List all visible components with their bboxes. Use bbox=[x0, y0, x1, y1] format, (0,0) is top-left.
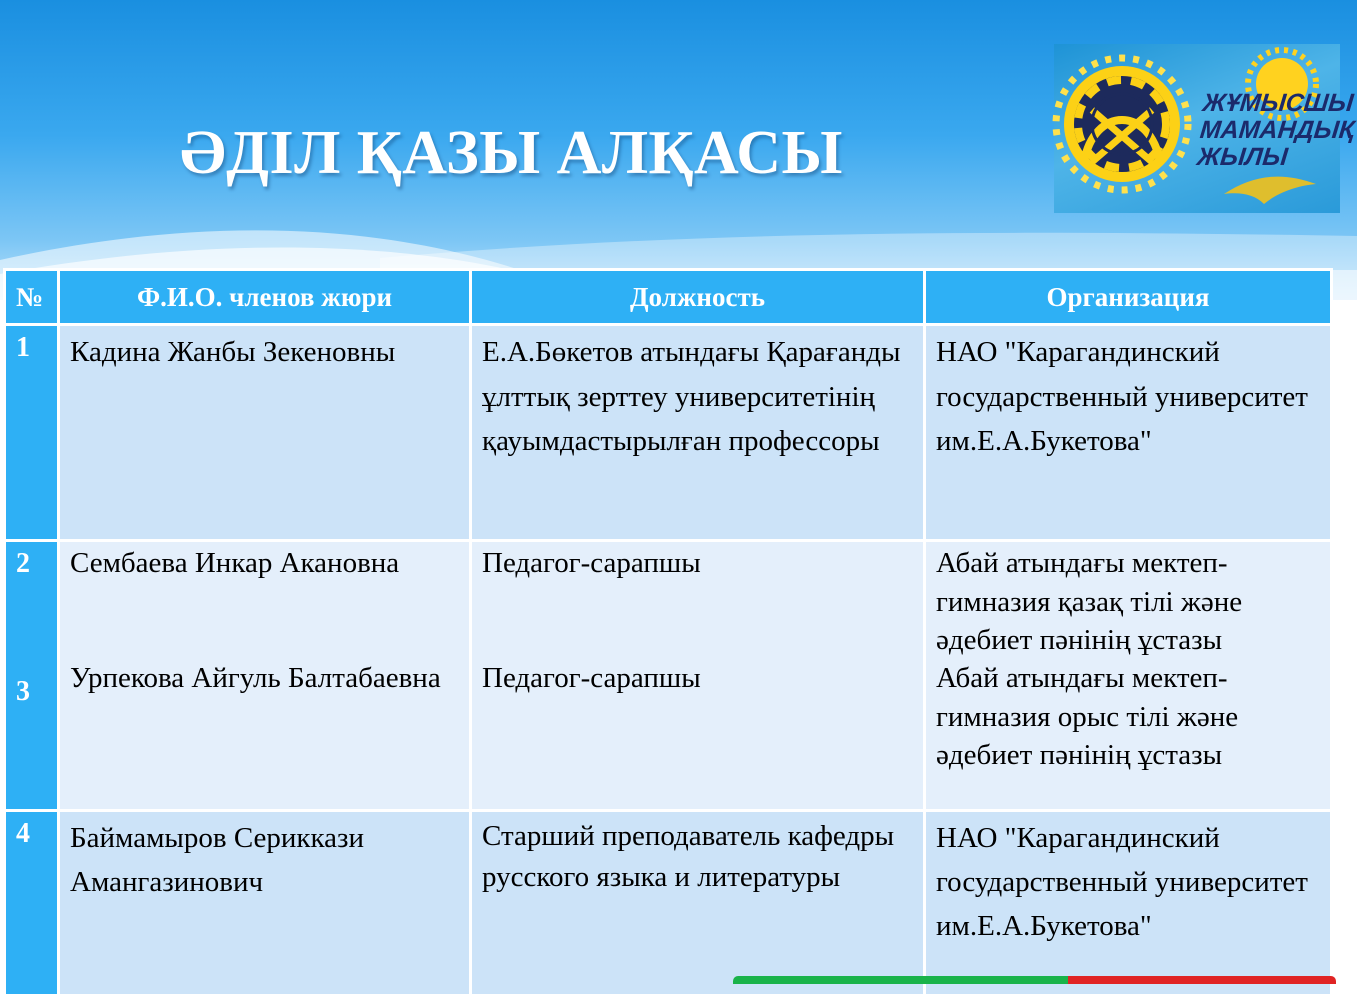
member-name: Баймамыров Сериккази Амангазинович bbox=[59, 811, 471, 996]
logo-text bbox=[1195, 89, 1356, 171]
member-organization-3: Абай атындағы мектеп-гимназия орыс тілі және әдебиет пәнінің ұстазы bbox=[936, 662, 1239, 771]
table-row bbox=[5, 325, 1332, 541]
member-position: Е.А.Бөкетов атындағы Қарағанды ұлттық зерттеу университетінің қауымдастырылған профессоры bbox=[471, 325, 925, 541]
member-name-2: Сембаева Инкар Акановна bbox=[70, 547, 400, 579]
slide-title: ӘДІЛ ҚАЗЫ АЛҚАСЫ bbox=[180, 119, 843, 187]
member-organization: НАО "Карагандинский государственный университет им.Е.А.Букетова" bbox=[925, 325, 1332, 541]
member-name-3: Урпекова Айгуль Балтабаевна bbox=[70, 662, 441, 694]
row-number: 1 bbox=[5, 325, 59, 541]
red-strip bbox=[1068, 976, 1336, 984]
green-strip bbox=[733, 976, 1070, 984]
member-name: Кадина Жанбы Зекеновны bbox=[59, 325, 471, 541]
row-number-2: 2 bbox=[16, 548, 30, 579]
member-position-2: Педагог-сарапшы bbox=[482, 547, 701, 579]
member-organization: НАО "Карагандинский государственный университет им.Е.А.Букетова" bbox=[925, 811, 1332, 996]
table-header-row bbox=[5, 270, 1332, 325]
logo-line: ЖҰМЫСШЫ bbox=[1201, 89, 1355, 117]
table-row bbox=[5, 811, 1332, 996]
row-number bbox=[5, 541, 59, 811]
year-logo bbox=[1054, 44, 1356, 213]
logo-line: ЖЫЛЫ bbox=[1195, 143, 1290, 171]
column-header-name: Ф.И.О. членов жюри bbox=[59, 270, 471, 325]
eagle-icon bbox=[1224, 177, 1316, 204]
row-number: 4 bbox=[5, 811, 59, 996]
logo-line: МАМАНДЫҚ bbox=[1198, 116, 1356, 144]
column-header-number: № bbox=[5, 270, 59, 325]
row-number-3: 3 bbox=[16, 676, 30, 707]
member-organization-2: Абай атындағы мектеп-гимназия қазақ тілі және әдебиет пәнінің ұстазы bbox=[936, 547, 1243, 656]
member-organization bbox=[925, 541, 1332, 811]
member-position: Старший преподаватель кафедры русского языка и литературы bbox=[471, 811, 925, 996]
member-name bbox=[59, 541, 471, 811]
jury-table bbox=[3, 268, 1333, 997]
table-row bbox=[5, 541, 1332, 811]
column-header-position: Должность bbox=[471, 270, 925, 325]
member-position-3: Педагог-сарапшы bbox=[482, 662, 701, 694]
column-header-organization: Организация bbox=[925, 270, 1332, 325]
gear-icon bbox=[1056, 58, 1188, 190]
member-position bbox=[471, 541, 925, 811]
